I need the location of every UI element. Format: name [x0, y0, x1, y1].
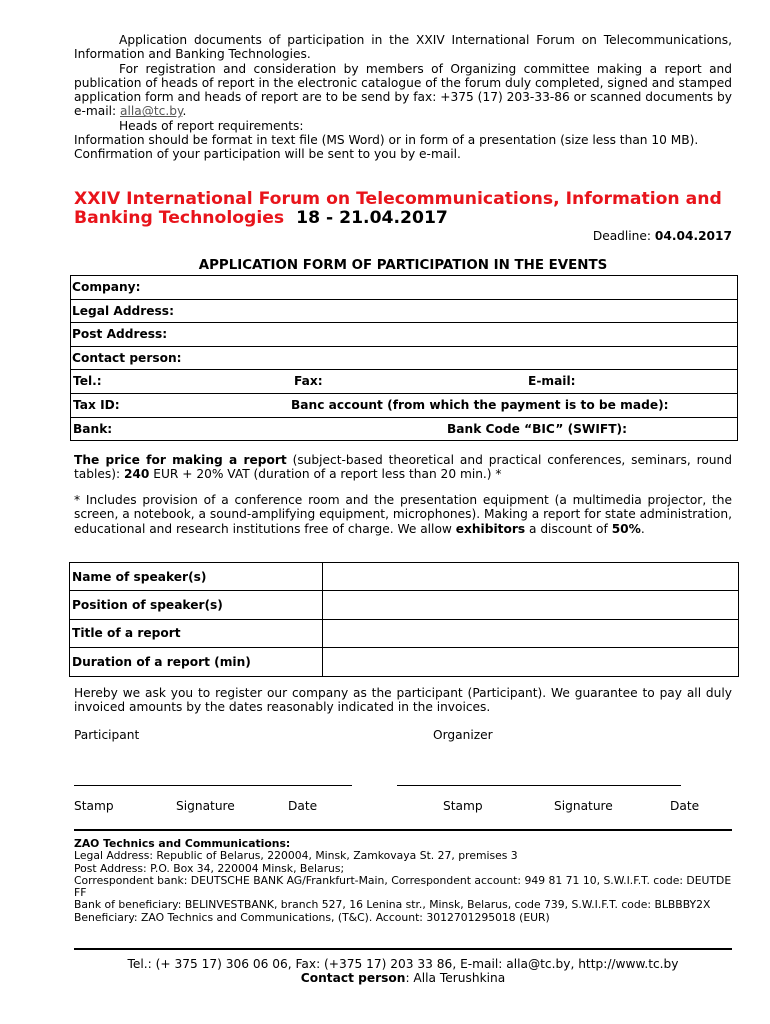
company-field[interactable]: [71, 276, 738, 300]
organizer-date-label: Date: [670, 799, 700, 813]
footer-beneficiary-bank: Bank of beneficiary: BELINVESTBANK, branch 527, 16 Lenina str., Minsk, Belarus, code 739, S.W.I.F.T. code: BLBBBY2X: [74, 898, 711, 912]
speaker-position-label: Position of speaker(s): [70, 591, 323, 619]
post-address-label: Post Address:: [72, 327, 168, 342]
intro-paragraph: Information should be format in text file (MS Word) or in form of a presentation (size less than 10 MB).: [74, 133, 699, 148]
intro-text: For registration and consideration by members of Organizing committee making a report and publication of heads of report in the electronic catalogue of the forum duly completed, signed and stamped application form and heads of report are to be send by fax: +375 (17) 203-33-86 or scanned documents by e-mail:: [74, 61, 732, 119]
tel-label: Tel.:: [73, 374, 102, 389]
participant-signature-line[interactable]: [74, 785, 352, 786]
bank-code-label: Bank Code “BIC” (SWIFT):: [447, 421, 627, 436]
report-title-label: Title of a report: [70, 619, 323, 647]
footer-beneficiary: Beneficiary: ZAO Technics and Communications, (T&C). Account: 3012701295018 (EUR): [74, 910, 550, 924]
contact-person-label: Contact person: [300, 971, 406, 986]
banc-account-label: Banc account (from which the payment is to be made):: [291, 397, 669, 412]
footer-company: ZAO Technics and Communications:: [74, 837, 291, 850]
contact-line: Tel.: (+ 375 17) 306 06 06, Fax: (+375 17) 203 33 86, E-mail: alla@tc.by, http://www.tc.by: [127, 957, 679, 971]
footer-correspondent-bank: Correspondent bank: DEUTSCHE BANK AG/Frankfurt-Main, Correspondent account: 949 81 71 10, S.W.I.F.T. code: DEUTDE FF: [74, 873, 732, 900]
legal-address-field[interactable]: [71, 299, 738, 323]
email-label: E-mail:: [528, 374, 576, 389]
contact-person-field[interactable]: [71, 346, 738, 370]
phone-fax-email-field[interactable]: [71, 370, 738, 394]
price-text: EUR + 20% VAT (duration of a report less than 20 min.) *: [149, 467, 502, 482]
report-title-input[interactable]: [323, 619, 739, 647]
organizer-label: Organizer: [433, 728, 493, 742]
includes-text: a discount of: [525, 521, 612, 536]
participant-stamp-label: Stamp: [74, 799, 114, 813]
intro-section: [74, 33, 732, 162]
report-duration-label: Duration of a report (min): [70, 648, 323, 676]
footer-legal-address: Legal Address: Republic of Belarus, 220004, Minsk, Zamkovaya St. 27, premises 3: [74, 849, 518, 863]
deadline: [593, 229, 732, 243]
includes-text: .: [640, 521, 645, 536]
organizer-signature-label: Signature: [554, 799, 613, 813]
deadline-label: Deadline:: [592, 229, 652, 243]
legal-address-label: Legal Address:: [72, 303, 174, 318]
form-title: APPLICATION FORM OF PARTICIPATION IN THE EVENTS: [198, 258, 608, 273]
contact-person-label: Contact person:: [72, 351, 182, 366]
intro-paragraph: Confirmation of your participation will be sent to you by e-mail.: [74, 147, 461, 162]
deadline-value: 04.04.2017: [654, 229, 732, 243]
company-details: [74, 838, 732, 924]
participant-signature-label: Signature: [176, 799, 235, 813]
participant-date-label: Date: [288, 799, 318, 813]
event-title: XXIV International Forum on Telecommunications, Information and Banking Technologies: [74, 189, 722, 228]
intro-paragraph: Application documents of participation in the XXIV International Forum on Telecommunications, Information and Banking Technologies.: [74, 33, 732, 62]
divider: [74, 948, 732, 950]
organizer-stamp-label: Stamp: [443, 799, 483, 813]
intro-paragraph: [74, 62, 732, 119]
event-dates: 18 - 21.04.2017: [296, 208, 448, 228]
fax-label: Fax:: [294, 374, 323, 389]
tax-id-label: Tax ID:: [73, 397, 120, 412]
speaker-position-input[interactable]: [323, 591, 739, 619]
speaker-name-label: Name of speaker(s): [70, 563, 323, 591]
includes-text: * Includes provision of a conference room and the presentation equipment (a multimedia projector, the screen, a notebook, a sound-amplifying equipment, microphones). Making a report for state administration, educational and research institutions free of charge. We allow: [74, 493, 732, 536]
email-link[interactable]: alla@tc.by: [120, 104, 183, 119]
intro-paragraph: Heads of report requirements:: [119, 118, 304, 133]
report-duration-input[interactable]: [323, 648, 739, 676]
exhibitors-term: exhibitors: [455, 521, 526, 536]
bank-label: Bank:: [73, 421, 113, 436]
price-lead: The price for making a report: [74, 453, 287, 467]
tax-bank-account-field[interactable]: [71, 393, 738, 417]
speaker-table: [69, 562, 739, 677]
intro-text: .: [182, 104, 187, 119]
speaker-name-input[interactable]: [323, 563, 739, 591]
post-address-field[interactable]: [71, 323, 738, 347]
organizer-signature-line[interactable]: [397, 785, 681, 786]
contact-block: [74, 957, 732, 986]
price-amount: 240: [123, 467, 150, 482]
registration-request: Hereby we ask you to register our company as the participant (Participant). We guarantee to pay all duly invoiced amounts by the dates reasonably indicated in the invoices.: [74, 686, 732, 715]
event-heading: [74, 190, 732, 228]
price-paragraph: [74, 453, 732, 482]
participant-label: Participant: [74, 728, 140, 742]
company-label: Company:: [72, 280, 141, 295]
price-text: (subject-based theoretical and practical conferences, seminars, round tables):: [74, 453, 732, 482]
footer-post-address: Post Address: P.O. Box 34, 220004 Minsk, Belarus;: [74, 861, 345, 875]
includes-paragraph: [74, 493, 732, 536]
discount-value: 50%: [611, 521, 641, 536]
contact-person-name: : Alla Terushkina: [405, 971, 506, 986]
divider: [74, 829, 732, 831]
contact-person: [74, 971, 732, 985]
bank-field[interactable]: [71, 417, 738, 441]
participant-info-table: [70, 275, 738, 441]
